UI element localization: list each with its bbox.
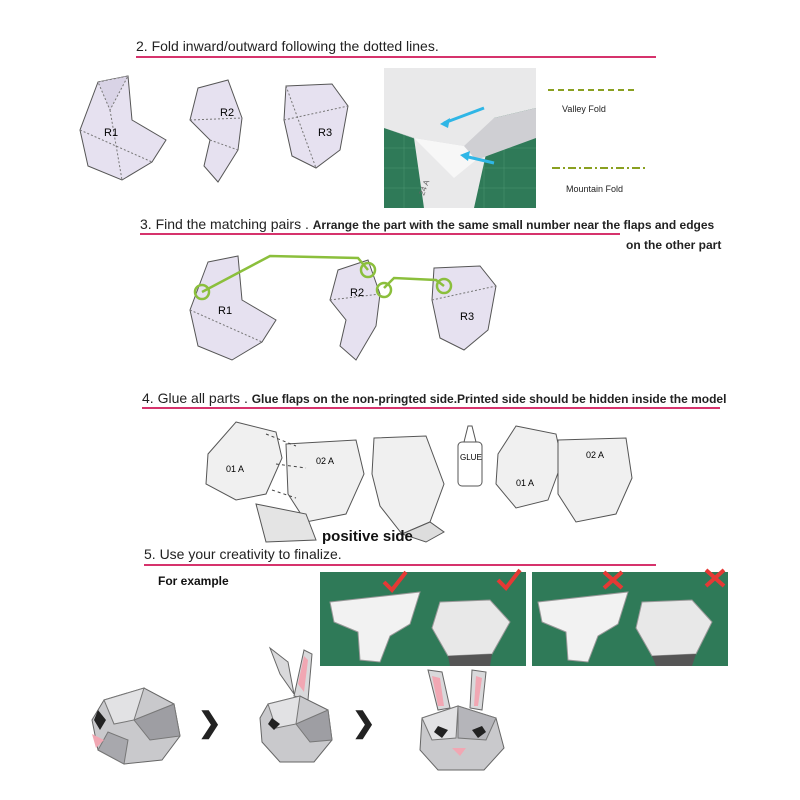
step-3-detail-line2: on the other part: [626, 238, 722, 252]
match-r3-label: R3: [460, 311, 475, 323]
example-photo-incorrect: [532, 572, 728, 666]
check-icon: [494, 566, 524, 592]
part-r3-label: R3: [318, 127, 333, 139]
step-2-title: 2. Fold inward/outward following the dotted lines.: [136, 38, 439, 54]
next-arrow-icon: ❯: [352, 707, 376, 738]
match-part-r1: [190, 256, 276, 360]
step-5-title: 5. Use your creativity to finalize.: [144, 546, 342, 562]
step-5-underline: [144, 564, 656, 566]
fold-pieces-illustration: [70, 70, 370, 200]
part-02a-right-label: 02 A: [586, 450, 605, 460]
glue-bottle-label: GLUE: [460, 453, 482, 462]
match-r1-label: R1: [218, 305, 233, 317]
step-2-underline: [136, 56, 656, 58]
part-r2-label: R2: [220, 107, 235, 119]
bunny-head-stage-1: [84, 680, 184, 770]
step-4-title: [142, 390, 726, 406]
photo-part-number: 24 A: [417, 178, 432, 197]
step-3-detail-line1: Arrange the part with the same small number near the flaps and edges: [312, 218, 715, 232]
assembly-right: [496, 426, 632, 522]
matching-pairs-illustration: [180, 250, 520, 380]
mountain-fold-line: [552, 162, 648, 174]
valley-fold-label: Valley Fold: [562, 104, 606, 114]
assembly-left: [206, 422, 364, 542]
cross-icon: [600, 568, 626, 592]
part-r1: [80, 76, 166, 180]
step-3-title: [140, 216, 714, 232]
part-r2: [190, 80, 242, 182]
step-3-heading: 3. Find the matching pairs .: [140, 216, 309, 232]
fold-photo: [384, 68, 536, 208]
match-r2-label: R2: [350, 287, 365, 299]
valley-fold-line: [548, 84, 638, 96]
check-icon: [380, 568, 410, 594]
step-3-underline: [140, 233, 620, 235]
part-01a-label: 01 A: [226, 464, 245, 474]
glue-bottle-icon: [458, 426, 482, 486]
next-arrow-icon: ❯: [198, 707, 222, 738]
bunny-head-stage-2: [250, 644, 340, 770]
positive-side-label: positive side: [322, 528, 413, 545]
assembly-center: [372, 436, 444, 542]
step-4-underline: [142, 407, 720, 409]
part-02a-label: 02 A: [316, 456, 335, 466]
step-4-detail: Glue flaps on the non-pringted side.Printed side should be hidden inside the model: [251, 392, 727, 406]
step-4-heading: 4. Glue all parts .: [142, 390, 248, 406]
part-01a-right-label: 01 A: [516, 478, 535, 488]
part-r3: [284, 84, 348, 168]
mountain-fold-label: Mountain Fold: [566, 184, 624, 194]
bunny-head-stage-3: [412, 666, 512, 776]
glue-illustration: [196, 414, 636, 544]
part-r1-label: R1: [104, 127, 119, 139]
for-example-label: For example: [158, 574, 229, 588]
cross-icon: [702, 566, 728, 590]
step-3-detail-line2-wrap: [626, 236, 721, 252]
